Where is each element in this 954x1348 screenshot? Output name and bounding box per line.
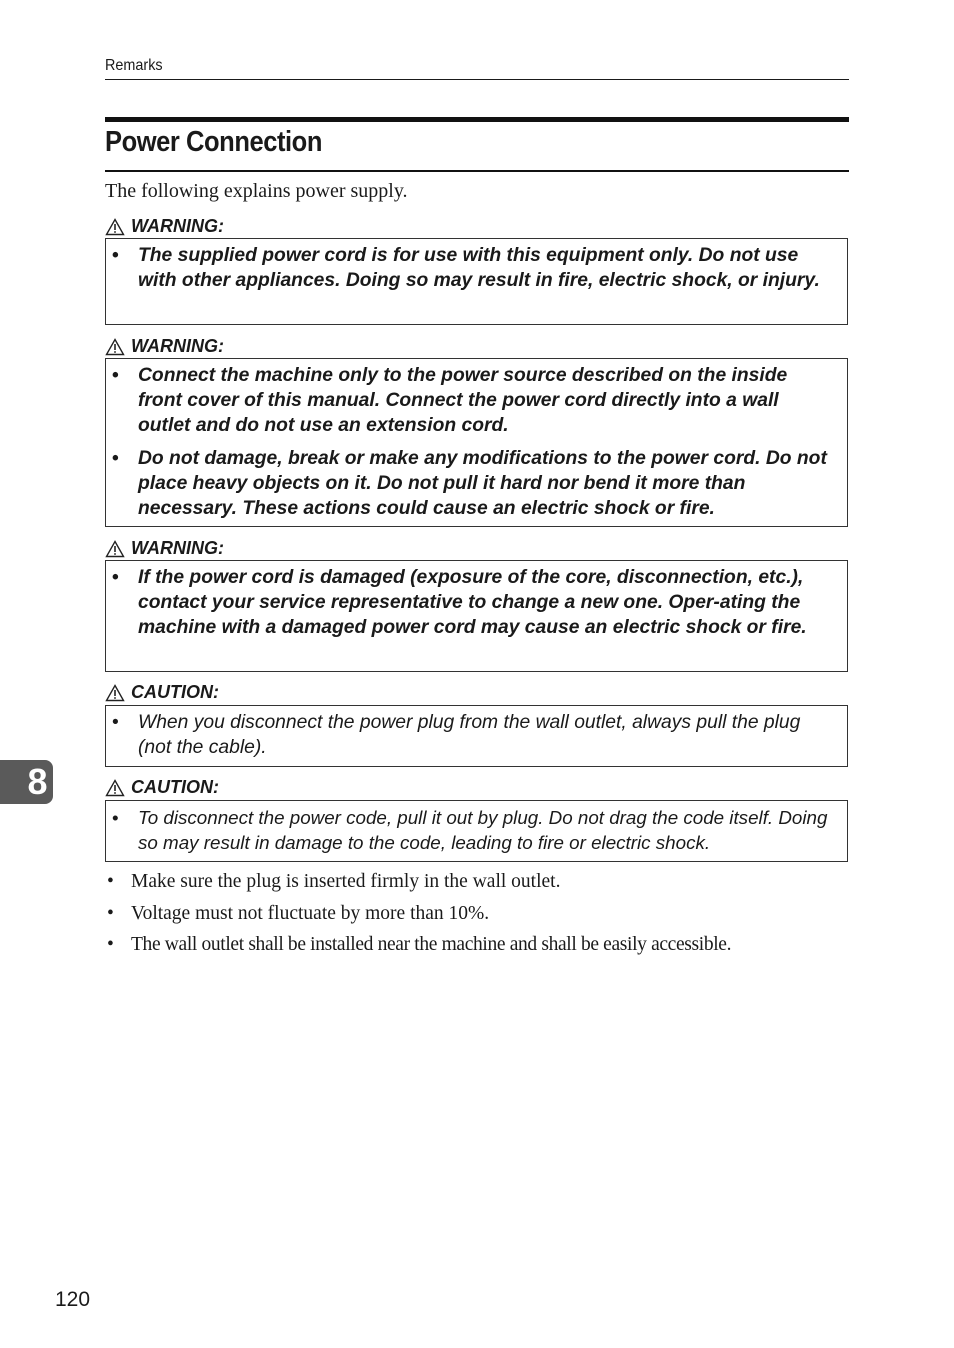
notice-item [106,446,835,521]
notice-item [106,805,835,855]
warning-label: WARNING: [131,336,224,356]
notice-text: The supplied power cord is for use with this equipment only. Do not use with other appliances. Doing so may result in fire, electric shock, or injury. [138,245,820,291]
bullet: • [107,902,114,924]
warning-heading-1 [105,216,224,237]
notice-item [106,243,835,293]
caution-box-2 [105,800,848,862]
chapter-tab: 8 [0,760,53,804]
warning-box-2 [105,358,848,527]
running-head-rule [105,79,849,80]
warning-triangle-icon [105,338,125,356]
caution-label: CAUTION: [131,777,219,797]
warning-heading-3 [105,538,224,559]
notice-text: Do not damage, break or make any modifications to the power cord. Do not place heavy objects on it. Do not pull it hard nor bend it more than necessary. These actions could cause an electric shock or fire. [138,448,827,519]
caution-triangle-icon [105,684,125,702]
notice-item [106,710,835,760]
warning-box-3 [105,560,848,672]
caution-box-1 [105,705,848,767]
bullet: • [112,448,119,469]
bullet: • [112,245,119,266]
list-item-text: The wall outlet shall be installed near the machine and shall be easily accessible. [131,934,732,955]
warning-box-1 [105,238,848,325]
title-rule-bottom [105,170,849,172]
notice-text: Connect the machine only to the power source described on the inside front cover of this manual. Connect the power cord directly into a wall outlet and do not use an extension cord. [138,365,788,436]
bullet: • [112,365,119,386]
notice-text: If the power cord is damaged (exposure of the core, disconnection, etc.), contact your service representative to change a new one. Oper-ating the machine with a damaged power cord may cause an electric shock or fire. [138,567,807,638]
caution-triangle-icon [105,779,125,797]
warning-label: WARNING: [131,216,224,236]
warning-triangle-icon [105,540,125,558]
notice-text: When you disconnect the power plug from the wall outlet, always pull the plug (not the cable). [138,712,801,758]
warning-label: WARNING: [131,538,224,558]
page-number: 120 [55,1288,91,1311]
notice-item [106,565,835,640]
bullet: • [107,871,114,892]
running-head: Remarks [105,57,163,74]
caution-heading-1 [105,682,219,703]
bullet: • [112,807,119,828]
bullet: • [112,712,119,733]
list-item [105,898,855,930]
page-title: Power Connection [105,126,322,158]
notice-item [106,363,835,438]
caution-heading-2 [105,777,219,798]
list-item [105,929,855,961]
list-item [105,866,855,898]
title-rule-top [105,117,849,122]
bullet: • [112,567,119,588]
caution-label: CAUTION: [131,682,219,702]
warning-heading-2 [105,336,224,357]
list-item-text: Make sure the plug is inserted firmly in the wall outlet. [131,871,561,892]
warning-triangle-icon [105,218,125,236]
intro-text: The following explains power supply. [105,180,408,202]
bullet: • [107,934,114,955]
notice-text: To disconnect the power code, pull it out by plug. Do not drag the code itself. Doing so may result in damage to the code, leading to fire or electric shock. [138,807,828,853]
remarks-list [105,866,855,961]
list-item-text: Voltage must not fluctuate by more than 10%. [131,902,490,924]
